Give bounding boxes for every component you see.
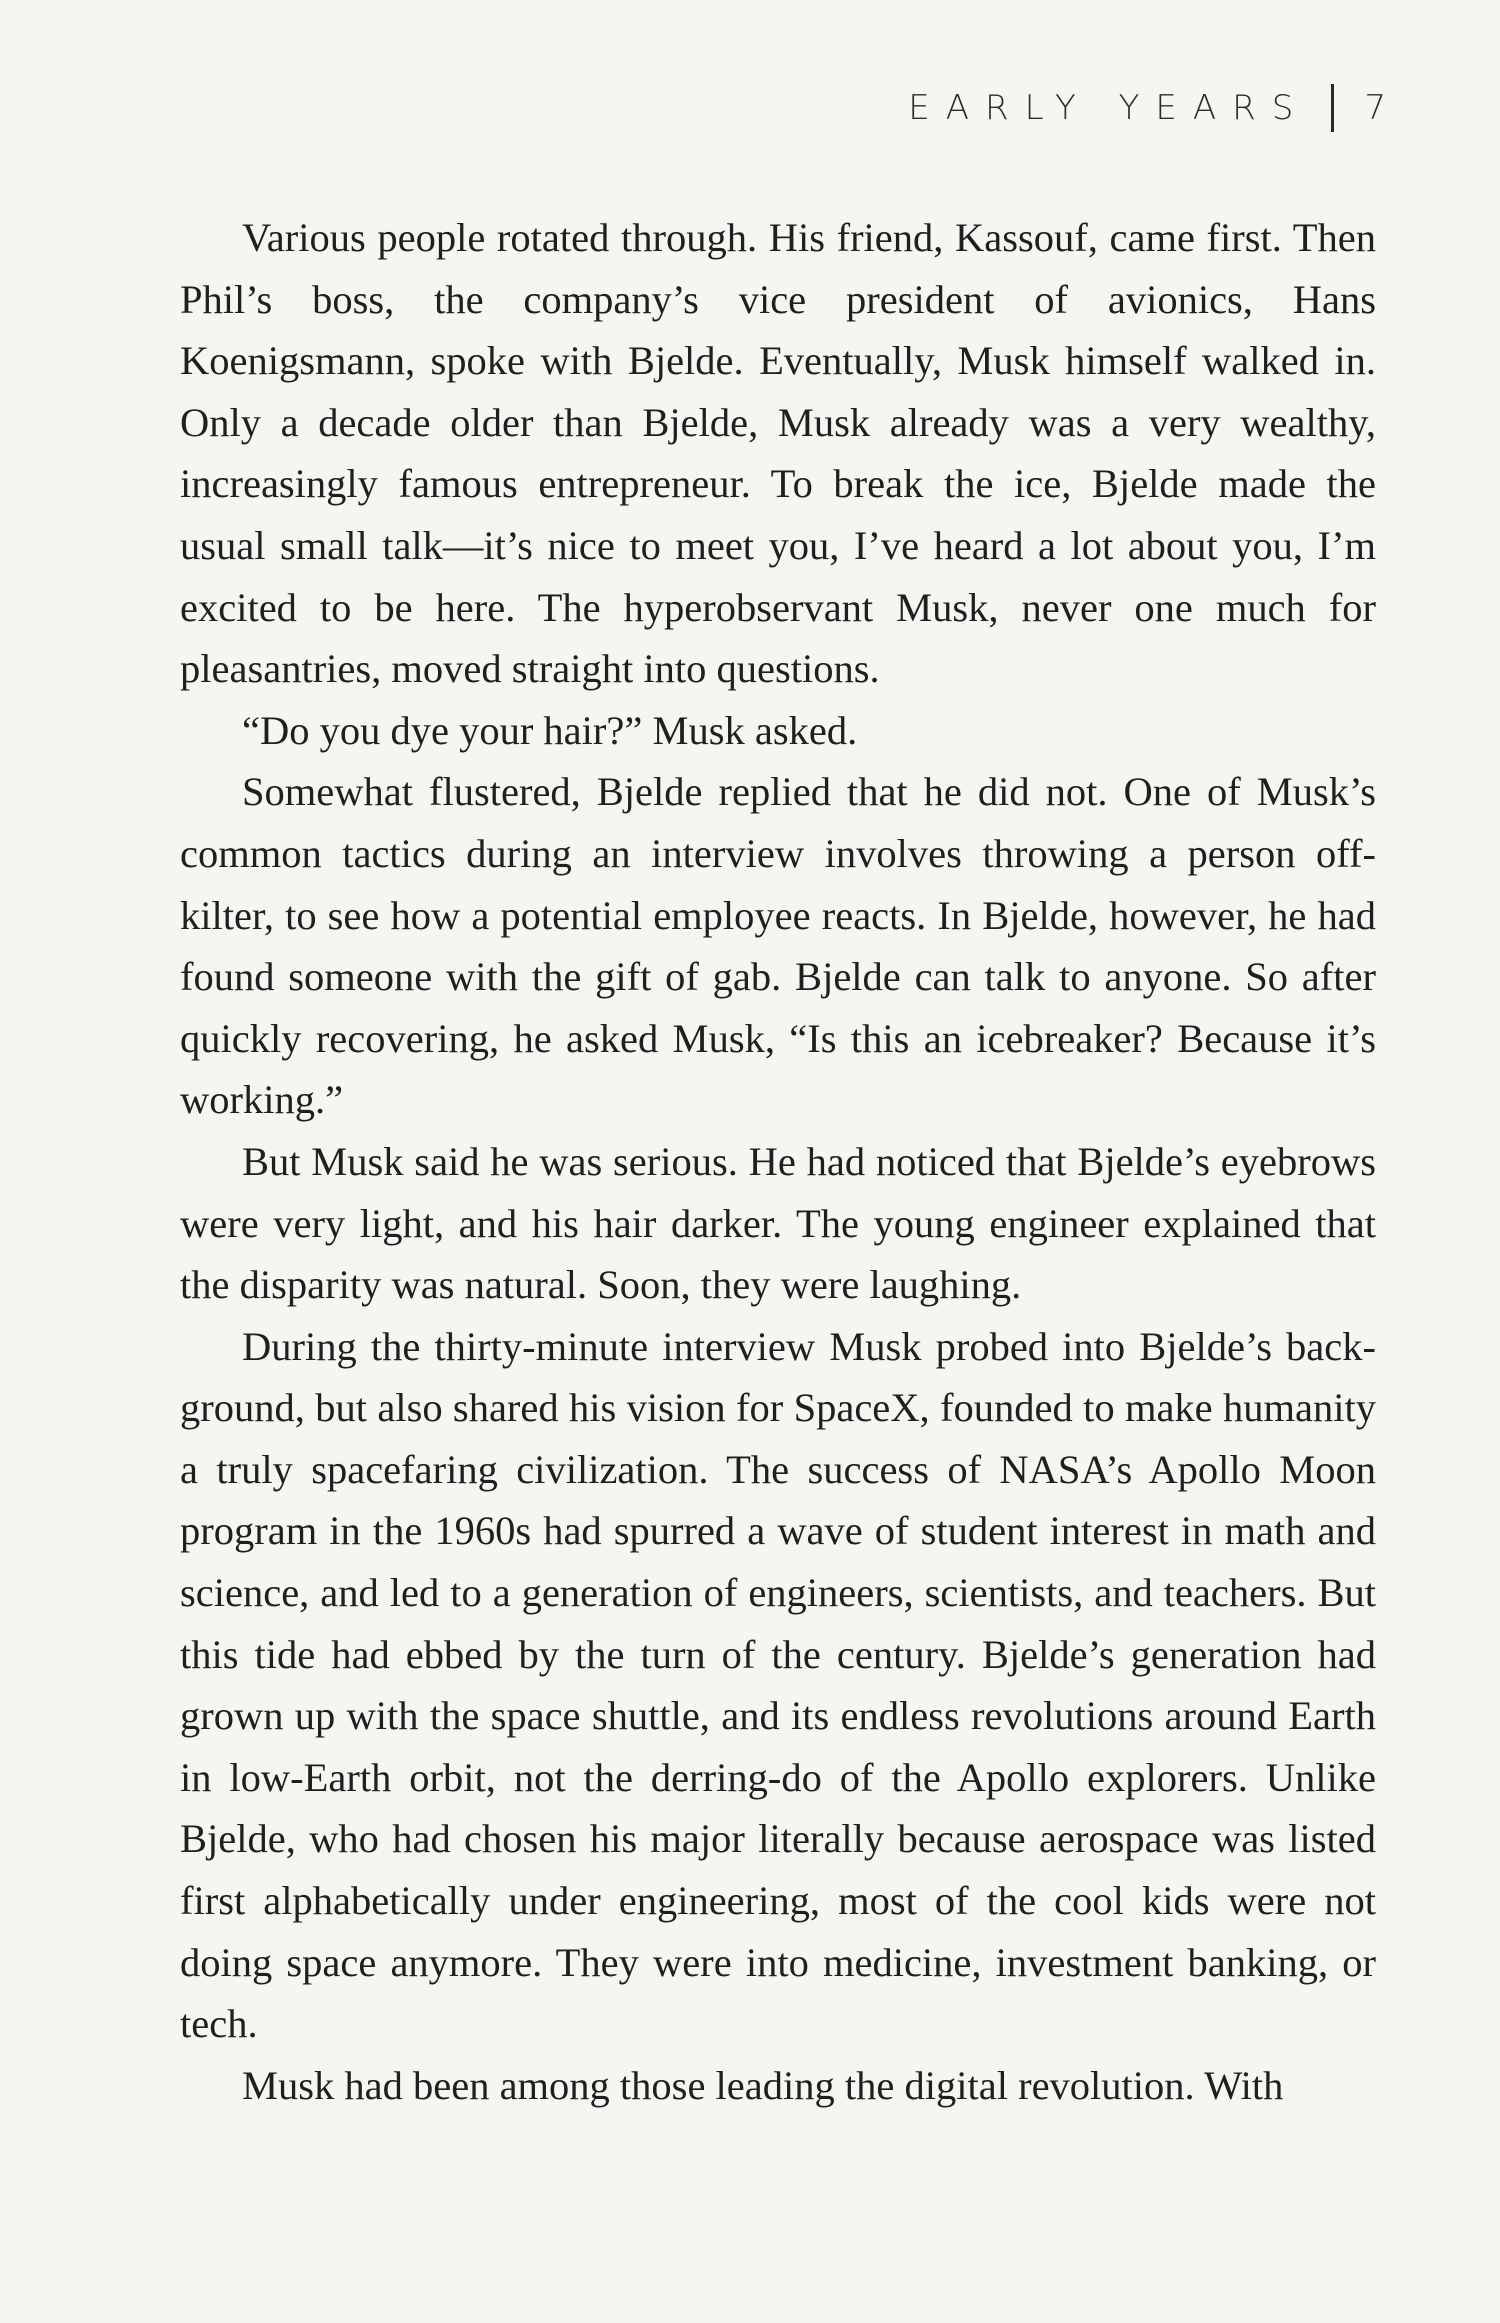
page-number: 7 [1364, 88, 1386, 128]
paragraph: But Musk said he was serious. He had noticed that Bjelde’s eyebrows were very light, and his hair darker. The young engineer explained that the disparity was natural. Soon, they were laughing. [180, 1138, 1376, 1308]
running-head [908, 84, 1386, 132]
paragraph: “Do you dye your hair?” Musk asked. [242, 707, 858, 753]
body-text [180, 207, 1376, 2116]
paragraph: Various people rotated through. His friend, Kassouf, came first. Then Phil’s boss, the company’s vice president of avionics, Hans Koenigsmann, spoke with Bjelde. Eventually, Musk himself walked in. Only a decade older than Bjelde, Musk already was a very wealthy, increasingly famous entrepreneur. To break the ice, Bjelde made the usual small talk—it’s nice to meet you, I’ve heard a lot about you, I’m excited to be here. The hyperobservant Musk, never one much for pleasantries, moved straight into questions. [180, 215, 1376, 692]
header-divider [1331, 84, 1334, 132]
paragraph: During the thirty-minute interview Musk probed into Bjelde’s background, but also shared his vision for SpaceX, founded to make humanity a truly spacefaring civilization. The success of NASA’s Apollo Moon program in the 1960s had spurred a wave of student interest in math and science, and led to a generation of engineers, scientists, and teachers. But this tide had ebbed by the turn of the century. Bjelde’s generation had grown up with the space shuttle, and its endless revolutions around Earth in low-Earth orbit, not the derring-do of the Apollo explorers. Unlike Bjelde, who had chosen his major literally because aerospace was listed first alphabetically under engineering, most of the cool kids were not doing space anymore. They were into medicine, investment banking, or tech. [180, 1323, 1376, 2047]
paragraph: Musk had been among those leading the digital revolution. With [242, 2062, 1284, 2108]
paragraph: Somewhat flustered, Bjelde replied that he did not. One of Musk’s common tactics during an interview involves throwing a person off-kilter, to see how a potential employee reacts. In Bjelde, however, he had found someone with the gift of gab. Bjelde can talk to anyone. So after quickly recovering, he asked Musk, “Is this an icebreaker? Because it’s working.” [180, 769, 1376, 1123]
running-title: EARLY YEARS [908, 88, 1310, 128]
